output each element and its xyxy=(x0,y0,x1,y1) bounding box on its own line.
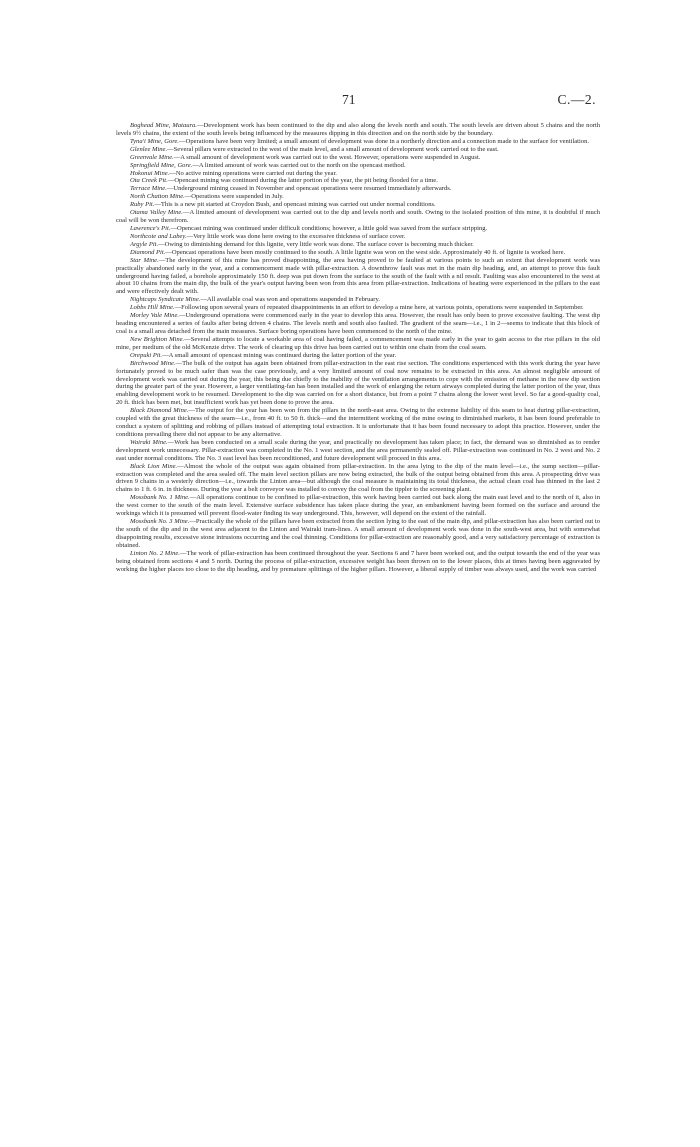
paragraph-text: —Development work has been continued to the dip and also along the levels north and south. The south levels are driven about 5 chains and the north levels 9½ chains, the extent of the south levels being influenced by the measures dipping in this direction and on the north side by the boundary. xyxy=(116,122,600,137)
paragraph-mossbank-1-mine xyxy=(116,494,600,518)
mine-name: North Chatton Mine. xyxy=(130,193,185,201)
paragraph-terrace-mine xyxy=(116,185,600,193)
mine-name: Wairaki Mine. xyxy=(130,438,168,446)
mine-name: Glenlee Mine. xyxy=(130,145,168,153)
mine-name: Argyle Pit. xyxy=(130,240,159,248)
paragraph-black-diamond-mine xyxy=(116,407,600,439)
paragraph-text: —Opencast mining was continued under difficult conditions; however, a little gold was saved from the surface stripping. xyxy=(170,224,488,232)
paragraph-text: —Practically the whole of the pillars have been extracted from the section lying to the east of the main dip, and pillar-extraction has also been carried out to the south of the dip and in the west area adjacent to the Linton and Wairaki tram-lines. A small amount of development work was done in the south-west area, but with somewhat disappointing results, excessive stone intrusions occurring and the coal thinning. Conditions for pillar-extraction are reasonably good, and a very satisfactory percentage of extraction is obtained. xyxy=(116,518,600,549)
paragraph-text: —The output for the year has been won from the pillars in the north-east area. Owing to the extreme liability of this seam to heat during pillar-extraction, coupled with the great thickness of the seam—i.e., from 40 ft. to 50 ft. thick—and the intermittent working of the mine owing to diminished markets, it has been found preferable to conduct a system of splitting and robbing of pillars instead of attempting total extraction. It is unfortunate that it has been found necessary to adopt this practice. However, under the conditions prevailing there did not appear to be any alternative. xyxy=(116,407,600,438)
mine-name: Hokonui Mine. xyxy=(130,169,170,177)
paragraph-linton-2-mine xyxy=(116,550,600,574)
paragraph-wairaki-mine xyxy=(116,439,600,463)
mine-name: Birchwood Mine. xyxy=(130,359,176,367)
paragraph-text: —Opencast operations have been mostly continued to the south. A little lignite was won on the west side. Approximately 40 ft. of lignite is worked here. xyxy=(165,248,566,256)
paragraph-diamond-pit xyxy=(116,249,600,257)
paragraph-star-mine xyxy=(116,257,600,297)
paragraph-text: —Several pillars were extracted to the west of the main level, and a small amount of development work carried out to the east. xyxy=(167,145,499,153)
paragraph-boghead-mine xyxy=(116,122,600,138)
paragraph-orepuki-pit xyxy=(116,352,600,360)
paragraph-ota-creek-pit xyxy=(116,177,600,185)
mine-name: New Brighton Mine. xyxy=(130,335,185,343)
paragraph-text: —Almost the whole of the output was again obtained from pillar-extraction. In the area lying to the dip of the main level—i.e., the sump section—pillar-extraction was completed and the area sealed off. The main level section pillars are now being extracted, the bulk of the output being obtained from this area. A prospecting drive was driven 9 chains in a westerly direction—i.e., towards the Linton area—but although the coal measure is maintaining its total thickness, the actual clean coal has thinned in the last 2 chains to 1 ft. 6 in. in thickness. During the year a belt conveyor was installed to convey the coal from the tippler to the screening plant. xyxy=(116,462,600,494)
page-number: 71 xyxy=(342,92,356,107)
mine-name: Ruby Pit. xyxy=(130,201,155,209)
mine-name: Ota Creek Pit. xyxy=(130,177,168,185)
paragraph-text: —The work of pillar-extraction has been continued throughout the year. Sections 6 and 7 have been worked out, and the output towards the end of the year was being obtained from sections 4 and 5 north. During the process of pillar-extraction, excessive weight has been thrown on to the lower places, this at times having been aggravated by working the higher places too close to the dip heading, and by premature splittings of the higher pillars. However, a liberal supply of timber was always used, and the work was carried xyxy=(116,549,600,573)
paragraph-otama-valley-mine xyxy=(116,209,600,225)
paragraph-text: —Operations were suspended in July. xyxy=(184,193,284,201)
paragraph-text: —Following upon several years of repeated disappointments in an effort to develop a mine here, at various points, operations were suspended in September. xyxy=(174,304,584,312)
mine-name: Tyna'i Mine, Gore. xyxy=(130,137,180,145)
paragraph-morley-vale-mine xyxy=(116,312,600,336)
paragraph-hokonui-mine xyxy=(116,170,600,178)
mine-name: Morley Vale Mine. xyxy=(130,312,179,320)
paragraph-ruby-pit xyxy=(116,201,600,209)
paragraph-text: —Work has been conducted on a small scale during the year, and practically no development has taken place; in fact, the demand was so diminished as to render development work unnecessary. Pillar-extraction was completed in the No. 1 west section, and the area permanently sealed off. Pillar-extraction was continued in No. 2 west and No. 2 east under normal conditions. The No. 3 east level has been reconditioned, and future development will proceed in this area. xyxy=(116,438,600,462)
paragraph-text: —This is a new pit started at Croydon Bush, and opencast mining was carried out under normal conditions. xyxy=(154,201,436,209)
paragraph-lawrences-pit xyxy=(116,225,600,233)
paragraph-birchwood-mine xyxy=(116,360,600,408)
mine-name: Diamond Pit. xyxy=(130,248,166,256)
paragraph-argyle-pit xyxy=(116,241,600,249)
paragraph-mossbank-3-mine xyxy=(116,518,600,550)
paragraph-text: —Operations have been very limited; a small amount of development was done in a northerly direction and a connection made to the surface for ventilation. xyxy=(179,137,590,145)
paragraph-springfield-mine xyxy=(116,162,600,170)
paragraph-text: —A small amount of development work was carried out to the west. However, operations were suspended in August. xyxy=(173,153,481,161)
mine-name: Lawrence's Pit. xyxy=(130,224,171,232)
paragraph-text: —The bulk of the output has again been obtained from pillar-extraction in the east rise section. The conditions experienced with this work during the year have fortunately proved to be much safer than was the case previously, and a very limited amount of coal now remains to be extracted in this area. An almost negligible amount of development work was carried out during the year, this being due chiefly to the inability of the ventilation arrangements to cope with the emission of methane in the new dip section during the greater part of the year. However, a larger ventilating-fan has been installed and the work of enlarging the return airways completed during the latter portion of the year, thus enabling development work to be resumed. Development to the dip was carried on for a short distance, but from a point 7 chains along the lower west level. So far a good-quality coal, 20 ft. thick has been met, but insufficient work has yet been done to prove the area. xyxy=(116,359,601,407)
paragraph-text: —Underground mining ceased in November and opencast operations were resumed immediately afterwards. xyxy=(166,185,452,193)
mine-name: Boghead Mine, Mataura. xyxy=(130,122,197,129)
paragraph-tynai-mine xyxy=(116,138,600,146)
paragraph-northcote-labey xyxy=(116,233,600,241)
paragraph-north-chatton-mine xyxy=(116,193,600,201)
mine-name: Black Diamond Mine. xyxy=(130,407,189,415)
paragraph-text: —No active mining operations were carried out during the year. xyxy=(169,169,337,177)
mine-name: Lobbs Hill Mine. xyxy=(130,304,175,312)
paragraph-text: —A limited amount of development was carried out to the dip and levels north and south. Owing to the isolated position of this mine, it is doubtful if much coal will be won therefrom. xyxy=(116,209,600,225)
mine-name: Nightcaps Syndicate Mine. xyxy=(130,296,201,304)
mine-name: Black Lion Mine. xyxy=(130,462,178,470)
paragraph-new-brighton-mine xyxy=(116,336,600,352)
paragraph-text: —Owing to diminishing demand for this lignite, very little work was done. The surface cover is becoming much thicker. xyxy=(158,240,474,248)
mine-name: Northcote and Labey. xyxy=(130,232,187,240)
mine-name: Linton No. 2 Mine. xyxy=(130,549,180,557)
report-body xyxy=(116,122,600,574)
paragraph-text: —Underground operations were commenced early in the year to develop this area. However, the result has only been to prove excessive faulting. The west dip heading encountered a series of faults after being driven 4 chains. The levels north and south also faulted. The gradient of the seam—i.e., 1 in 2—seems to indicate that this block of coal is a small area detached from the main measures. Surface boring operations have been commenced to the north of the mine. xyxy=(116,312,600,335)
paragraph-nightcaps-syndicate-mine xyxy=(116,296,600,304)
paragraph-text: —Very little work was done here owing to the excessive thickness of surface cover. xyxy=(186,232,406,240)
mine-name: Mossbank No. 3 Mine. xyxy=(130,518,190,526)
mine-name: Star Mine. xyxy=(130,256,159,264)
mine-name: Terrace Mine. xyxy=(130,185,167,193)
mine-name: Mossbank No. 1 Mine. xyxy=(130,494,190,502)
paragraph-lobbs-hill-mine xyxy=(116,304,600,312)
paragraph-black-lion-mine xyxy=(116,463,600,495)
paragraph-glenlee-mine xyxy=(116,146,600,154)
mine-name: Greenvale Mine. xyxy=(130,153,174,161)
paragraph-text: —Several attempts to locate a workable area of coal having failed, a commencement was made early in the year to gain access to the rise pillars in the old mine, per medium of the old McKenzie drive. The work of clearing up this drive has been carried out to within one chain from the coal seam. xyxy=(116,335,600,351)
mine-name: Otama Valley Mine. xyxy=(130,209,183,217)
paragraph-text: —A small amount of opencast mining was continued during the latter portion of the year. xyxy=(162,351,397,359)
paragraph-text: —All operations continue to be confined to pillar-extraction, this work having been carried out back along the main east level and to the north of it, also in the west corner to the south of the main level. Extensive surface subsidence has taken place during the year, an embankment having been formed on the surface and around the workings which it is presumed will prevent flood-water finding its way underground. This, however, will depend on the extent of the rainfall. xyxy=(116,494,600,518)
paragraph-greenvale-mine xyxy=(116,154,600,162)
mine-name: Orepuki Pit. xyxy=(130,351,163,359)
paragraph-text: —A limited amount of work was carried out to the north on the opencast method. xyxy=(192,161,406,169)
paragraph-text: —The development of this mine has proved disappointing, the area having proved to be faulted at various points to such an extent that development work was practically abandoned early in the year, and a commencement made with pillar-extraction. A downthrow fault was met in the main dip heading, and, an attempt to prove this fault underground having failed, a borehole approximately 150 ft. deep was put down from the surface to the south of the fault with a nil result. Faulting was also encountered to the west at about 10 chains from the main dip, the bulk of the year's output having been won from this area from pillar-extraction. Indications of heating were experienced in the pillars to the east and were effectively dealt with. xyxy=(116,256,600,296)
page-header xyxy=(116,92,596,108)
paragraph-text: —Opencast mining was continued during the latter portion of the year, the pit being flooded for a time. xyxy=(167,177,438,185)
paragraph-text: —All available coal was won and operations suspended in February. xyxy=(200,296,380,304)
mine-name: Springfield Mine, Gore. xyxy=(130,161,193,169)
document-reference: C.—2. xyxy=(557,92,596,107)
